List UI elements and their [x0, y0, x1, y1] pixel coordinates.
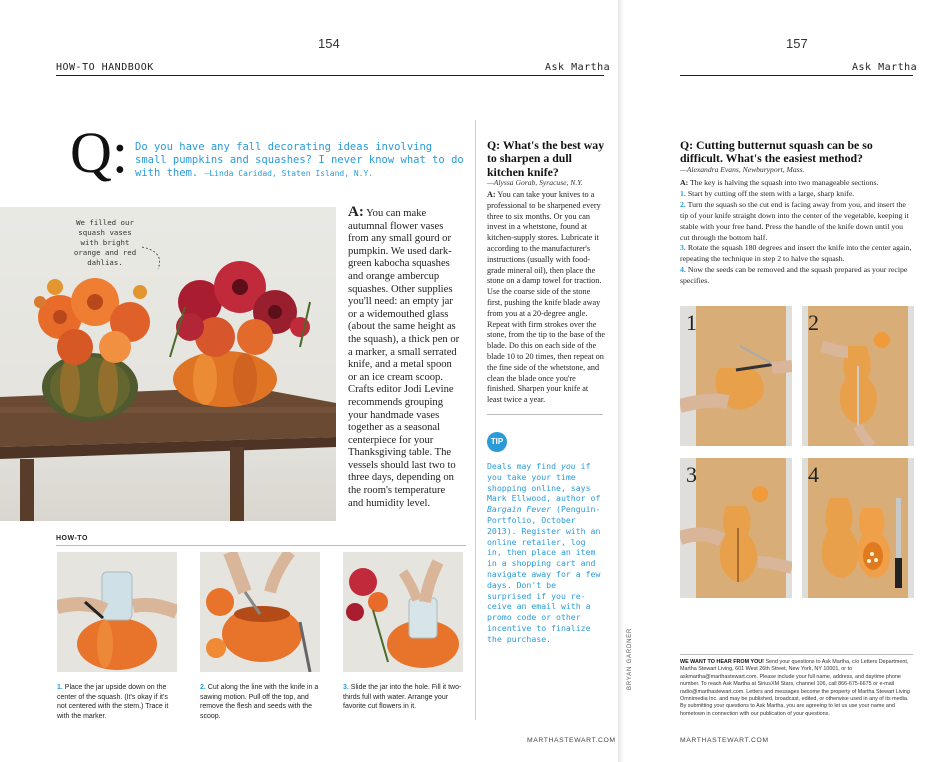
howto-step-3	[343, 683, 465, 712]
pumpkin-vase-illustration	[0, 207, 336, 521]
hear-from-you-heading: WE WANT TO HEAR FROM YOU!	[680, 659, 764, 665]
hear-from-you	[680, 659, 914, 718]
squash-photo-4-label: 4	[808, 462, 819, 487]
howto-step-3-num: 3.	[343, 684, 349, 691]
howto-step-1-text: Place the jar upside down on the center of the squash. (It's okay if it's not centered with the stem.) Trace it with the marker.	[57, 684, 169, 720]
question-body: Do you have any fall decorating ideas involving small pumpkins and squashes? I never know what to do with them.	[135, 141, 464, 179]
knife-answer-body: You can take your knives to a professional to be sharpened every three to six months. Or you can invest in a whetstone, found at kitchen-supply stores. Lubricate it according to the manufacturer's instructions (usually with food-grade mineral oil), then place the stone on a damp towel for traction. Use the coarse side of the stone first, pushing the knife blade away from you at a 20-degree angle. Repeat with firm strokes over the stone, from the tip to the base of the blade. Do this on each side of the blade 10 to 20 times, then repeat on the fine side of the whetstone, and clean the blade once you're finished. Sharpen your knife at least twice a year.	[487, 190, 606, 405]
page-gutter	[618, 0, 624, 762]
page-number-left: 154	[318, 36, 340, 51]
squash-step-2	[680, 200, 912, 244]
squash-photo-1	[680, 306, 792, 446]
squash-photo-3-label: 3	[686, 462, 697, 487]
howto-rule	[56, 545, 466, 546]
squash-step-3-num: 3.	[680, 243, 686, 253]
page-number-right: 157	[786, 36, 808, 51]
squash-asker: —Alexandra Evans, Newburyport, Mass.	[680, 165, 805, 174]
squash-question: Q: Cutting butternut squash can be so difficult. What's the easiest method?	[680, 138, 873, 165]
photo-credit: BRYAN GARDNER	[627, 627, 633, 690]
howto-step-1-num: 1.	[57, 684, 63, 691]
running-head-right: Ask Martha	[852, 62, 918, 73]
tip-rule	[487, 414, 603, 415]
pumpkin-vase-photo	[0, 207, 336, 521]
tip-badge: TIP	[487, 432, 507, 452]
question-text	[135, 141, 465, 180]
squash-answer	[680, 178, 912, 287]
squash-photo-3	[680, 458, 792, 598]
howto-illustration-3	[343, 552, 463, 672]
squash-photo-1-label: 1	[686, 310, 697, 335]
header-rule-right	[680, 75, 913, 76]
squash-step-3	[680, 243, 912, 265]
squash-photo-4	[802, 458, 914, 598]
knife-answer	[487, 190, 605, 406]
running-head-left: Ask Martha	[545, 62, 611, 73]
squash-answer-intro-text: The key is halving the squash into two manageable sections.	[690, 178, 879, 187]
hear-from-you-text: Send your questions to Ask Martha, c/o Letters Department, Martha Stewart Living, 601 West 26th Street, New York, NY 10001, or to askmartha@marthastewart.com. Please include your full name, address, and daytime phone number. To reach Ask Martha at SiriusXM Stars, channel 106, call 866-675-6675 or e-mail radio@marthastewart.com. Letters and messages become the property of Martha Stewart Living Omnimedia Inc. and may be published, broadcast, edited, or otherwise used in any of its media. By submitting your questions to Ask Martha, you are agreeing to let us use your name and hometown in connection with our publication of your questions.	[680, 659, 910, 717]
squash-step-2-text: Turn the squash so the cut end is facing away from you, and insert the tip of your knife straight down into the center of the vegetable, keeping it stable with your free hand. Press the handle of the knife down until you cut through the bottom half.	[680, 199, 909, 242]
knife-answer-lead: A:	[487, 190, 496, 199]
squash-step-1	[680, 189, 912, 200]
tip-text-2: if you take your time shopping online, says Mark Ellwood, author of	[487, 461, 601, 504]
tip-book-title: Bargain Fever	[487, 504, 552, 515]
howto-step-2	[200, 683, 322, 721]
howto-step-2-text: Cut along the line with the knife in a sawing motion. Pull off the top, and remove the flesh and seeds with the scoop.	[200, 684, 319, 720]
knife-asker: —Alyssa Gorab, Syracuse, N.Y.	[487, 178, 583, 187]
howto-photo-2	[200, 552, 320, 672]
howto-photo-3	[343, 552, 463, 672]
howto-step-2-num: 2.	[200, 684, 206, 691]
question-credit: —Linda Caridad, Staten Island, N.Y.	[204, 169, 374, 178]
squash-step-2-num: 2.	[680, 199, 686, 209]
squash-step-4-text: Now the seeds can be removed and the squash prepared as your recipe specifies.	[680, 265, 908, 286]
squash-answer-intro	[680, 178, 912, 189]
header-rule-left	[56, 75, 604, 76]
answer-text	[348, 206, 463, 510]
squash-photo-2	[802, 306, 914, 446]
howto-illustration-2	[200, 552, 320, 672]
squash-step-1-text: Start by cutting off the stem with a large, sharp knife.	[687, 188, 855, 198]
knife-question: Q: What's the best way to sharpen a dull kitchen knife?	[487, 138, 605, 179]
squash-answer-lead: A:	[680, 178, 689, 187]
answer-body: You can make autumnal flower vases from any small gourd or pumpkin. We used dark-green kabocha squashes and orange ambercup squashes. Other supplies you'll need: an empty jar or a widemouthed glass (about the same height as the squash), a thick pen or a marker, a small serrated knife, and a metal spoon or an ice cream scoop. Crafts editor Jodi Levine recommends grouping your handmade vases together as a seasonal centerpiece for your Thanksgiving table. The vessels should last two to three days, depending on the room's temperature and humidity level.	[348, 208, 460, 509]
squash-step-4-num: 4.	[680, 265, 686, 275]
tip-text	[487, 461, 605, 645]
howto-label: HOW-TO	[56, 535, 88, 542]
question-letter: Q:	[70, 120, 128, 185]
howto-illustration-1	[57, 552, 177, 672]
footer-url-left: MARTHASTEWART.COM	[527, 737, 616, 744]
hear-rule	[680, 654, 913, 655]
squash-step-4	[680, 265, 912, 287]
squash-photo-2-label: 2	[808, 310, 819, 335]
howto-photo-1	[57, 552, 177, 672]
tip-text-em: you	[560, 461, 576, 471]
tip-text-1: Deals may find	[487, 461, 561, 471]
squash-step-1-num: 1.	[680, 188, 686, 198]
howto-step-1	[57, 683, 179, 721]
photo-caption: We filled our squash vases with bright orange and red dahlias.	[73, 218, 137, 267]
answer-lead: A:	[348, 204, 364, 220]
column-divider	[475, 120, 476, 720]
section-title: HOW-TO HANDBOOK	[56, 62, 154, 73]
squash-step-3-text: Rotate the squash 180 degrees and insert the knife into the center again, repeating the technique in step 2 to halve the squash.	[680, 243, 912, 264]
footer-url-right: MARTHASTEWART.COM	[680, 737, 769, 744]
howto-step-3-text: Slide the jar into the hole. Fill it two-thirds full with water. Arrange your favorite cut flowers in it.	[343, 684, 462, 710]
tip-text-3: (Penguin-Portfolio, October 2013). Register with an online retailer, log in, then place an item in a shopping cart and navigate away for a few days. Don't be surprised if you receive an email with a promo code or other incentive to finalize the purchase.	[487, 504, 601, 644]
